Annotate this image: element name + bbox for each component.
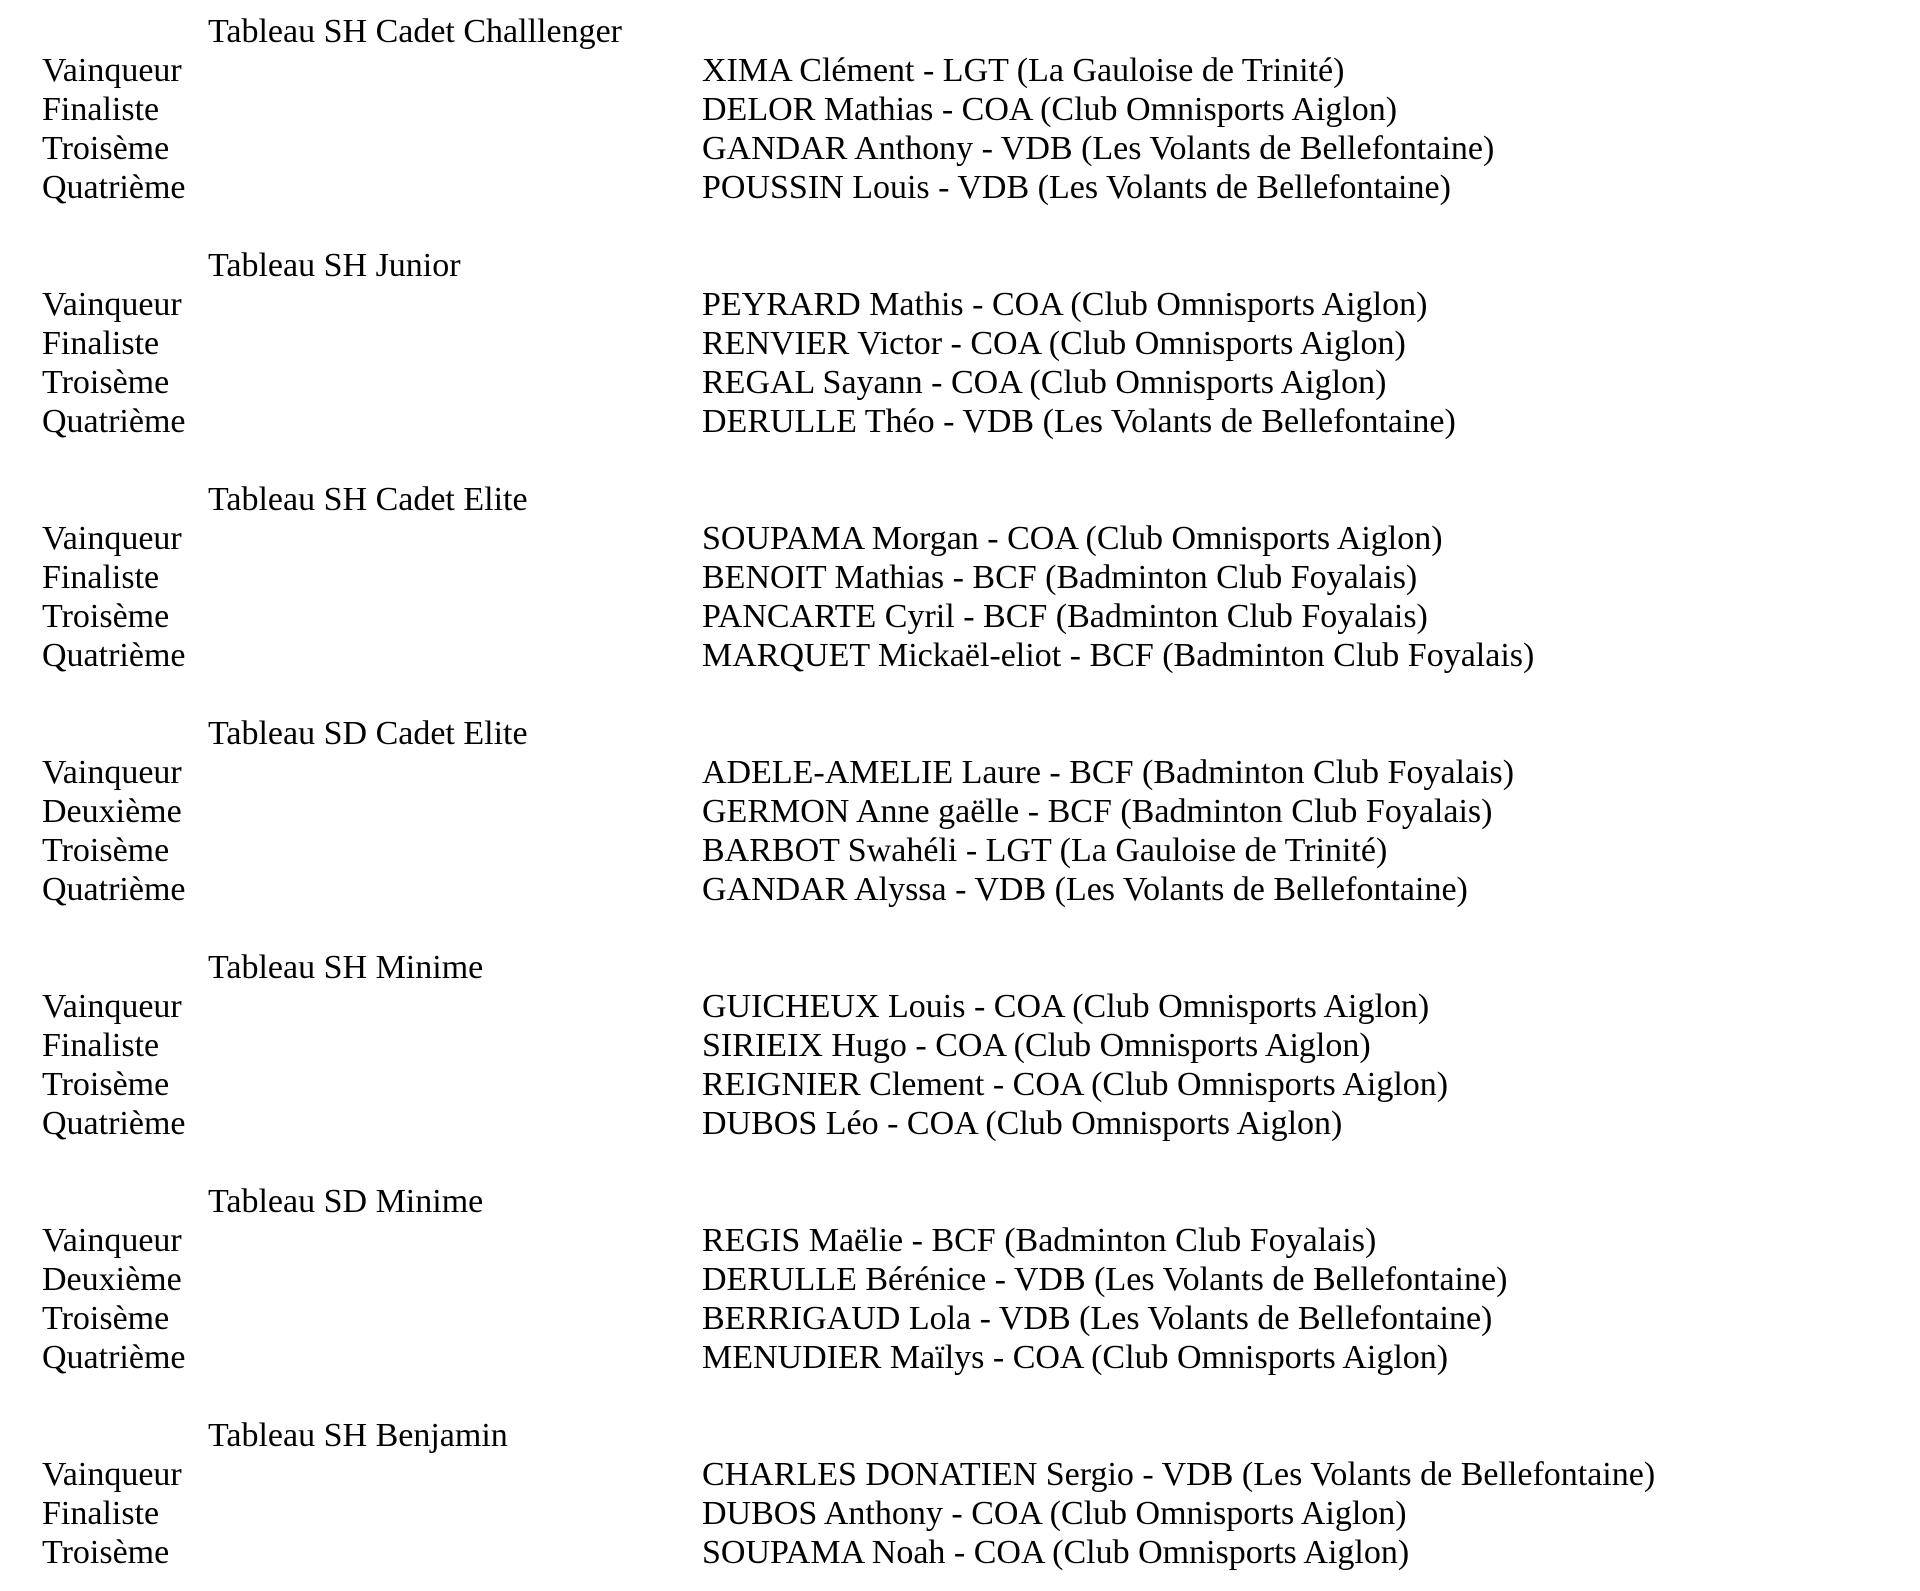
result-row xyxy=(0,1065,1920,1104)
rank-label: Troisème xyxy=(42,598,170,635)
player-entry: ADELE-AMELIE Laure - BCF (Badminton Club Foyalais) xyxy=(702,754,1515,791)
rank-label: Vainqueur xyxy=(42,1222,182,1259)
section-title: Tableau SH Junior xyxy=(208,247,461,284)
rank-label: Vainqueur xyxy=(42,988,182,1025)
result-row xyxy=(0,51,1920,90)
rank-label: Troisème xyxy=(42,130,170,167)
result-row xyxy=(0,636,1920,675)
player-entry: GUICHEUX Louis - COA (Club Omnisports Aiglon) xyxy=(702,988,1430,1025)
rank-label: Vainqueur xyxy=(42,52,182,89)
player-entry: GANDAR Alyssa - VDB (Les Volants de Bellefontaine) xyxy=(702,871,1468,908)
player-entry: REIGNIER Clement - COA (Club Omnisports Aiglon) xyxy=(702,1066,1449,1103)
player-entry: GANDAR Anthony - VDB (Les Volants de Bellefontaine) xyxy=(702,130,1495,167)
result-row xyxy=(0,558,1920,597)
result-row xyxy=(0,753,1920,792)
rank-label: Finaliste xyxy=(42,1495,160,1532)
section-title: Tableau SH Minime xyxy=(208,949,484,986)
player-entry: BENOIT Mathias - BCF (Badminton Club Foyalais) xyxy=(702,559,1418,596)
rank-label: Vainqueur xyxy=(42,754,182,791)
result-row xyxy=(0,168,1920,207)
player-entry: POUSSIN Louis - VDB (Les Volants de Bellefontaine) xyxy=(702,169,1451,206)
section-sh-junior xyxy=(0,246,1920,441)
rank-label: Troisème xyxy=(42,1534,170,1571)
result-row xyxy=(0,870,1920,909)
rank-label: Vainqueur xyxy=(42,286,182,323)
result-row xyxy=(0,1026,1920,1065)
section-sd-minime xyxy=(0,1182,1920,1377)
rank-label: Quatrième xyxy=(42,1339,186,1376)
section-title: Tableau SH Cadet Elite xyxy=(208,481,528,518)
rank-label: Troisème xyxy=(42,364,170,401)
player-entry: REGAL Sayann - COA (Club Omnisports Aiglon) xyxy=(702,364,1387,401)
rank-label: Quatrième xyxy=(42,169,186,206)
result-row xyxy=(0,1104,1920,1143)
rank-label: Quatrième xyxy=(42,637,186,674)
section-sd-cadet-elite xyxy=(0,714,1920,909)
player-entry: MENUDIER Maïlys - COA (Club Omnisports Aiglon) xyxy=(702,1339,1449,1376)
player-entry: SIRIEIX Hugo - COA (Club Omnisports Aiglon) xyxy=(702,1027,1371,1064)
section-sh-cadet-challenger xyxy=(0,12,1920,207)
rank-label: Deuxième xyxy=(42,793,182,830)
result-row xyxy=(0,285,1920,324)
player-entry: DELOR Mathias - COA (Club Omnisports Aiglon) xyxy=(702,91,1398,128)
section-title: Tableau SH Benjamin xyxy=(208,1417,508,1454)
player-entry: SOUPAMA Morgan - COA (Club Omnisports Aiglon) xyxy=(702,520,1443,557)
rank-label: Quatrième xyxy=(42,1105,186,1142)
player-entry: MARQUET Mickaël-eliot - BCF (Badminton Club Foyalais) xyxy=(702,637,1535,674)
section-sh-cadet-elite xyxy=(0,480,1920,675)
result-row xyxy=(0,129,1920,168)
player-entry: SOUPAMA Noah - COA (Club Omnisports Aiglon) xyxy=(702,1534,1410,1571)
result-row xyxy=(0,519,1920,558)
player-entry: BERRIGAUD Lola - VDB (Les Volants de Bellefontaine) xyxy=(702,1300,1493,1337)
player-entry: CHARLES DONATIEN Sergio - VDB (Les Volants de Bellefontaine) xyxy=(702,1456,1656,1493)
player-entry: RENVIER Victor - COA (Club Omnisports Aiglon) xyxy=(702,325,1406,362)
result-row xyxy=(0,831,1920,870)
rank-label: Vainqueur xyxy=(42,520,182,557)
rank-label: Deuxième xyxy=(42,1261,182,1298)
rank-label: Finaliste xyxy=(42,325,160,362)
player-entry: DUBOS Anthony - COA (Club Omnisports Aiglon) xyxy=(702,1495,1407,1532)
result-row xyxy=(0,1494,1920,1533)
rank-label: Quatrième xyxy=(42,403,186,440)
rank-label: Finaliste xyxy=(42,1027,160,1064)
rank-label: Troisème xyxy=(42,1066,170,1103)
section-title: Tableau SD Minime xyxy=(208,1183,484,1220)
rank-label: Finaliste xyxy=(42,91,160,128)
result-row xyxy=(0,597,1920,636)
section-sh-benjamin xyxy=(0,1416,1920,1572)
player-entry: REGIS Maëlie - BCF (Badminton Club Foyalais) xyxy=(702,1222,1377,1259)
rank-label: Troisème xyxy=(42,832,170,869)
result-row xyxy=(0,1533,1920,1572)
section-title: Tableau SD Cadet Elite xyxy=(208,715,528,752)
player-entry: DUBOS Léo - COA (Club Omnisports Aiglon) xyxy=(702,1105,1343,1142)
player-entry: DERULLE Théo - VDB (Les Volants de Bellefontaine) xyxy=(702,403,1456,440)
section-sh-minime xyxy=(0,948,1920,1143)
result-row xyxy=(0,324,1920,363)
results-document xyxy=(0,12,1920,1572)
result-row xyxy=(0,1455,1920,1494)
result-row xyxy=(0,1299,1920,1338)
rank-label: Quatrième xyxy=(42,871,186,908)
result-row xyxy=(0,1221,1920,1260)
result-row xyxy=(0,987,1920,1026)
result-row xyxy=(0,1338,1920,1377)
player-entry: PEYRARD Mathis - COA (Club Omnisports Aiglon) xyxy=(702,286,1428,323)
rank-label: Vainqueur xyxy=(42,1456,182,1493)
result-row xyxy=(0,363,1920,402)
player-entry: DERULLE Bérénice - VDB (Les Volants de Bellefontaine) xyxy=(702,1261,1508,1298)
rank-label: Finaliste xyxy=(42,559,160,596)
player-entry: BARBOT Swahéli - LGT (La Gauloise de Trinité) xyxy=(702,832,1388,869)
rank-label: Troisème xyxy=(42,1300,170,1337)
result-row xyxy=(0,1260,1920,1299)
section-title: Tableau SH Cadet Challlenger xyxy=(208,13,622,50)
player-entry: XIMA Clément - LGT (La Gauloise de Trinité) xyxy=(702,52,1345,89)
result-row xyxy=(0,90,1920,129)
result-row xyxy=(0,402,1920,441)
result-row xyxy=(0,792,1920,831)
player-entry: PANCARTE Cyril - BCF (Badminton Club Foyalais) xyxy=(702,598,1428,635)
player-entry: GERMON Anne gaëlle - BCF (Badminton Club Foyalais) xyxy=(702,793,1493,830)
